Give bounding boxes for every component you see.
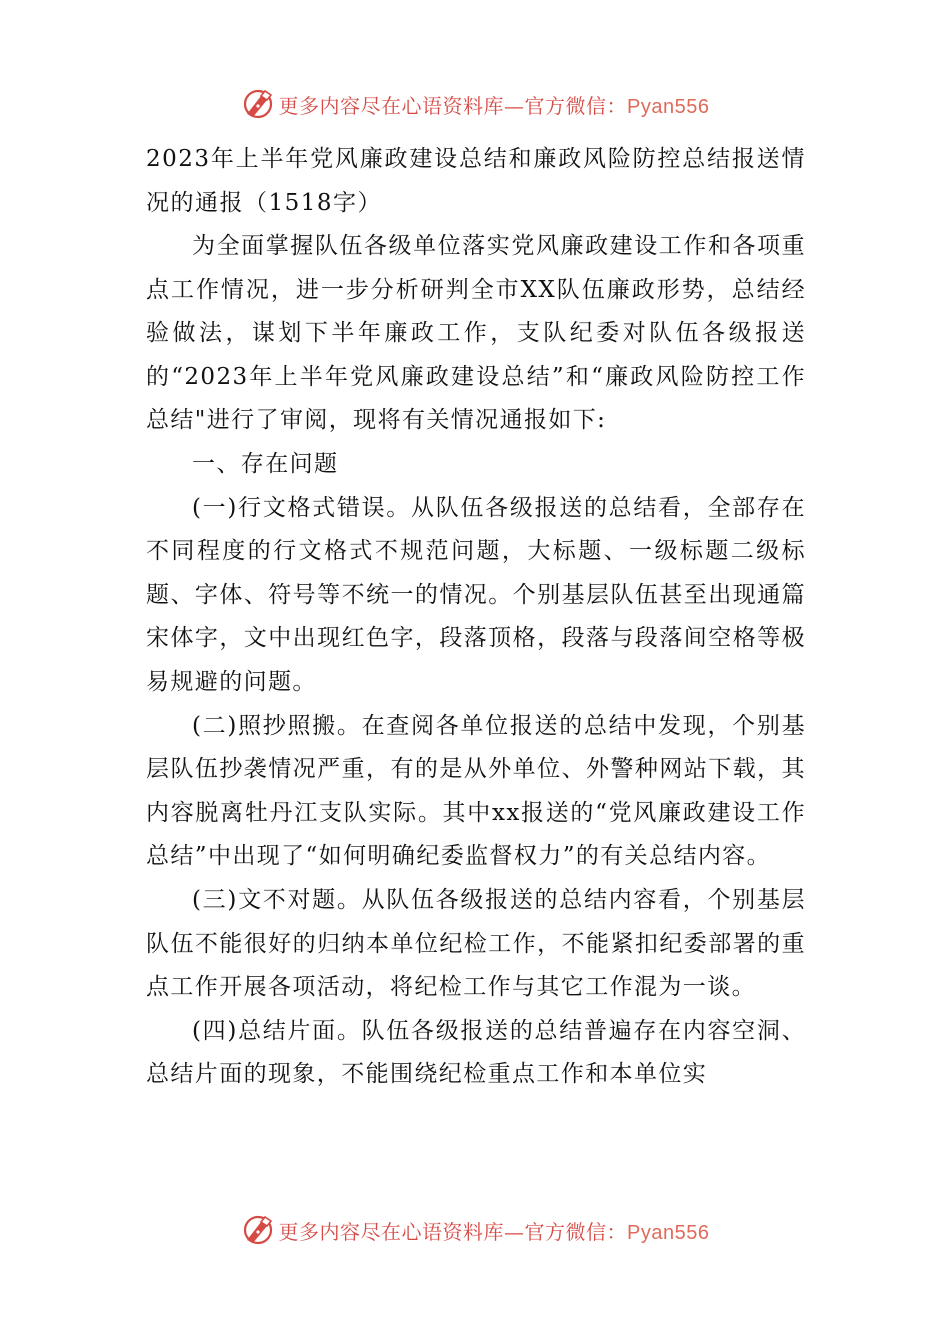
watermark-handle: Pyan556 (627, 1221, 710, 1244)
watermark-text: 更多内容尽在心语资料库—官方微信：Pyan556 (278, 93, 710, 118)
watermark-text: 更多内容尽在心语资料库—官方微信：Pyan556 (278, 1219, 710, 1244)
intro-paragraph: 为全面掌握队伍各级单位落实党风廉政建设工作和各项重点工作情况，进一步分析研判全市XX队伍廉政形势，总结经验做法，谋划下半年廉政工作，支队纪委对队伍各级报送的“2023年上半年党风廉政建设总结”和“廉政风险防控工作总结"进行了审阅，现将有关情况通报如下: (146, 233, 806, 434)
problem-item-4: (四)总结片面。队伍各级报送的总结普遍存在内容空洞、总结片面的现象，不能围绕纪检重点工作和本单位实 (146, 1017, 806, 1088)
problem-item-2: (二)照抄照搬。在查阅各单位报送的总结中发现，个别基层队伍抄袭情况严重，有的是从外单位、外警种网站下载，其内容脱离牡丹江支队实际。其中xx报送的“党风廉政建设工作总结”中出现了“如何明确纪委监督权力”的有关总结内容。 (146, 712, 806, 870)
footer-watermark-banner (0, 1210, 950, 1250)
pen-nib-logo-icon (241, 87, 275, 121)
problem-item-1: (一)行文格式错误。从队伍各级报送的总结看，全部存在不同程度的行文格式不规范问题，大标题、一级标题二级标题、字体、符号等不统一的情况。个别基层队伍甚至出现通篇宋体字，文中出现红色字，段落顶格，段落与段落间空格等极易规避的问题。 (146, 494, 806, 695)
header-watermark-banner (0, 84, 950, 124)
section-heading-problems: 一、存在问题 (192, 450, 339, 477)
watermark-handle: Pyan556 (627, 95, 710, 118)
problem-item-3: (三)文不对题。从队伍各级报送的总结内容看，个别基层队伍不能很好的归纳本单位纪检工作，不能紧扣纪委部署的重点工作开展各项活动，将纪检工作与其它工作混为一谈。 (146, 886, 806, 1001)
document-title: 2023年上半年党风廉政建设总结和廉政风险防控总结报送情况的通报（1518字） (146, 146, 806, 216)
document-body (146, 138, 806, 1097)
pen-nib-logo-icon (241, 1213, 275, 1247)
